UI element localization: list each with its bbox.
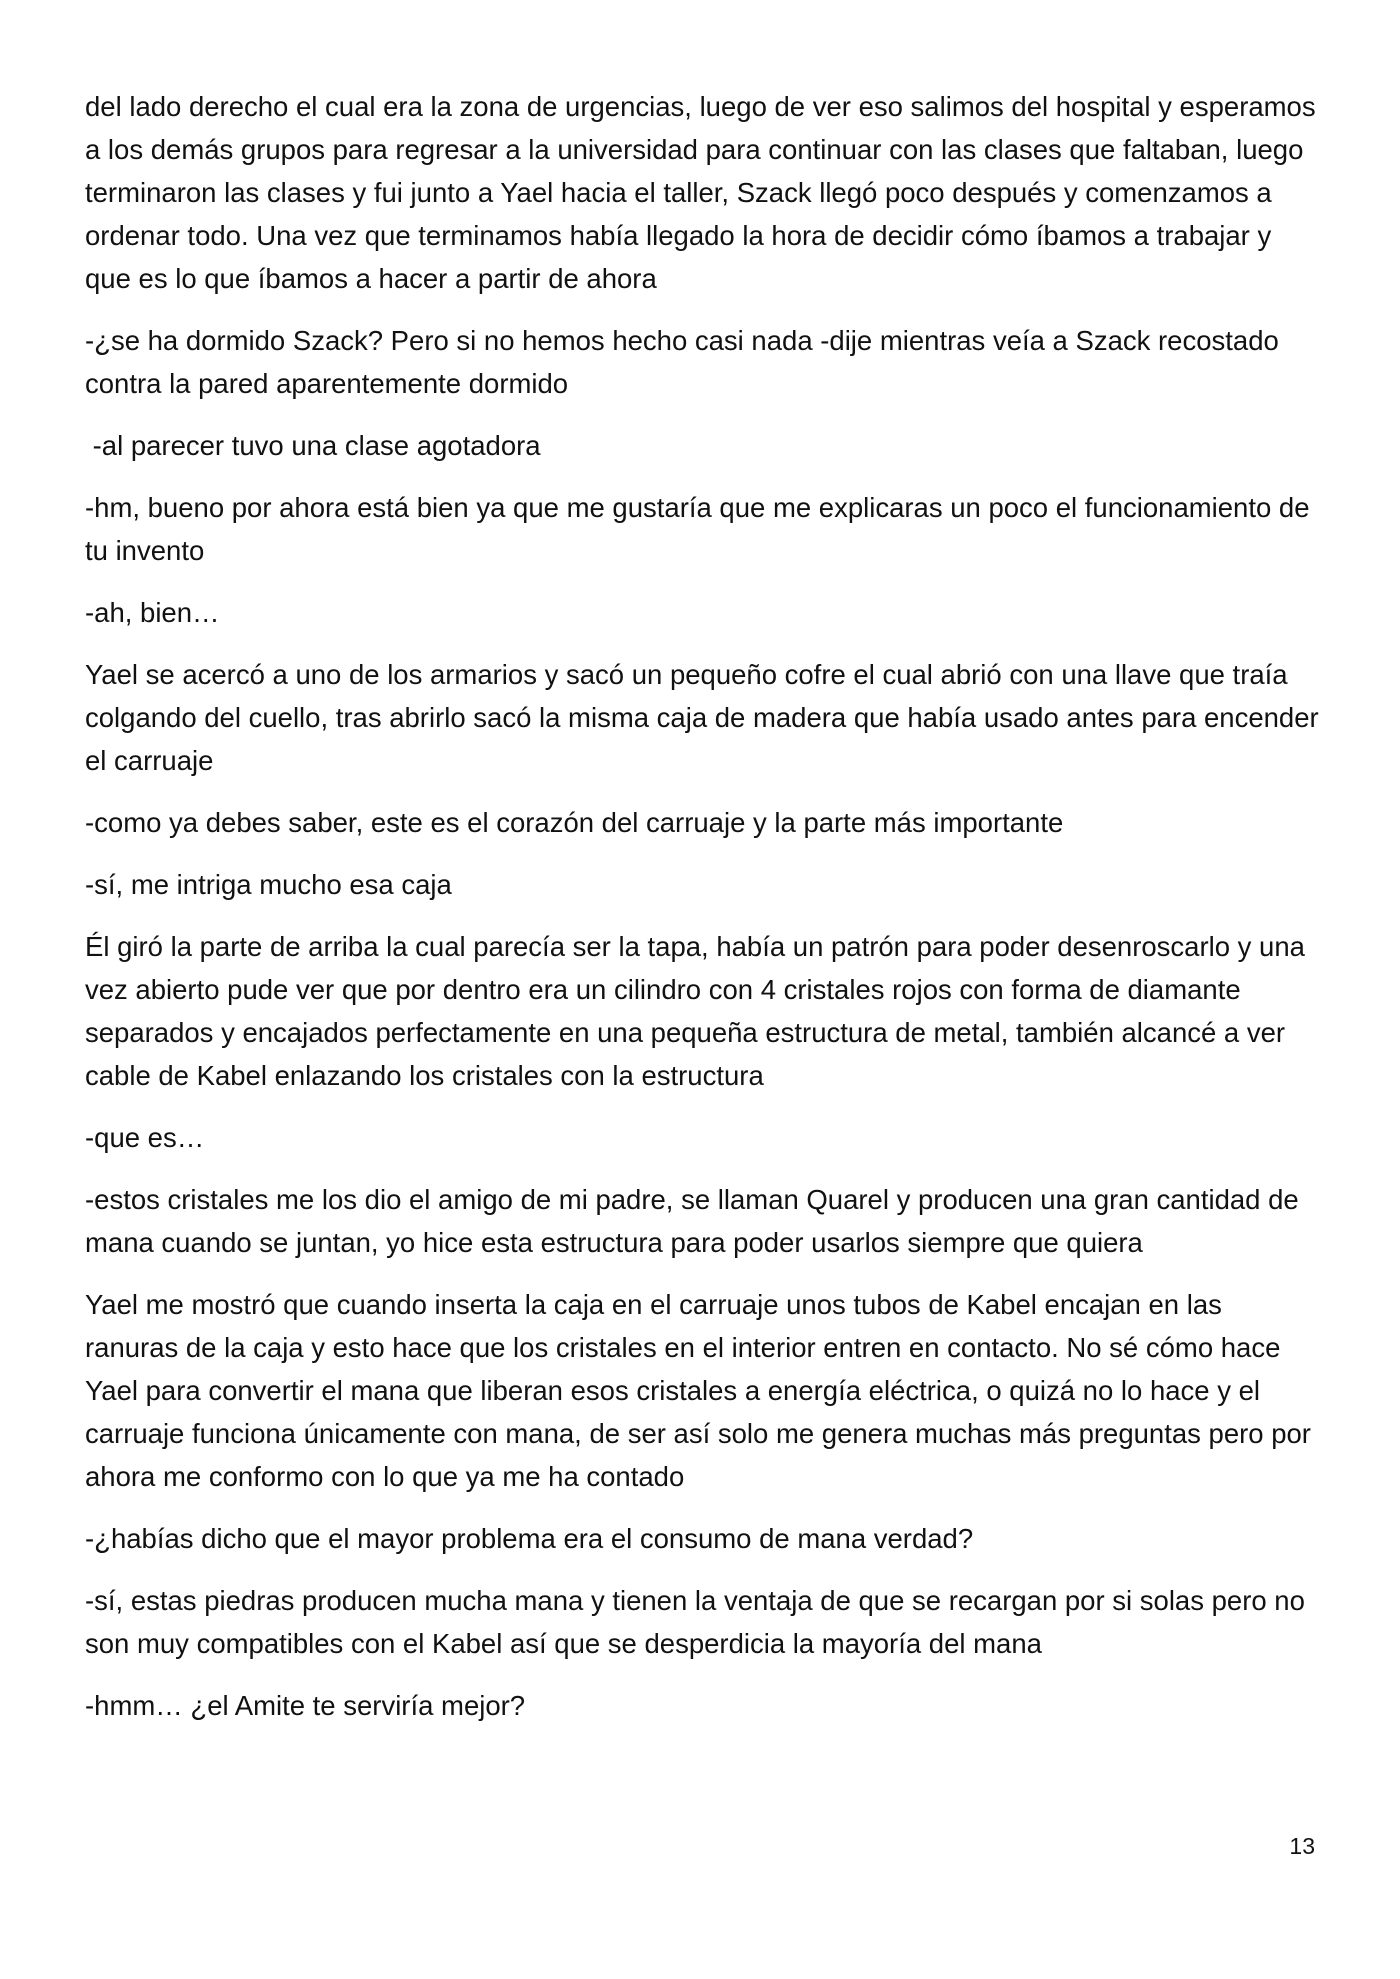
paragraph-dialogue-quarel: -estos cristales me los dio el amigo de mi padre, se llaman Quarel y producen una gran cantidad de mana cuando se juntan, yo hice esta estructura para poder usarlos siempre que quiera [85, 1184, 1307, 1258]
paragraph-dialogue-tiring-class: -al parecer tuvo una clase agotadora [85, 430, 541, 461]
paragraph-narration-hospital: del lado derecho el cual era la zona de urgencias, luego de ver eso salimos del hospital y esperamos a los demás grupos para regresar a la universidad para continuar con las clases que faltaban, luego terminaron las clases y fui junto a Yael hacia el taller, Szack llegó poco después y comenzamos a ordenar todo. Una vez que terminamos había llegado la hora de decidir cómo íbamos a trabajar y que es lo que íbamos a hacer a partir de ahora [85, 91, 1324, 294]
paragraph-dialogue-que-es: -que es… [85, 1122, 205, 1153]
paragraph-dialogue-stones-recharge: -sí, estas piedras producen mucha mana y tienen la ventaja de que se recargan por si solas pero no son muy compatibles con el Kabel así que se desperdicia la mayoría del mana [85, 1585, 1313, 1659]
paragraph-narration-crystals: Él giró la parte de arriba la cual parecía ser la tapa, había un patrón para poder desenroscarlo y una vez abierto pude ver que por dentro era un cilindro con 4 cristales rojos con forma de diamante separados y encajados perfectamente en una pequeña estructura de metal, también alcancé a ver cable de Kabel enlazando los cristales con la estructura [85, 931, 1313, 1091]
paragraph-narration-chest: Yael se acercó a uno de los armarios y sacó un pequeño cofre el cual abrió con una llave que traía colgando del cuello, tras abrirlo sacó la misma caja de madera que había usado antes para encender el carruaje [85, 659, 1327, 776]
paragraph-dialogue-explain-invention: -hm, bueno por ahora está bien ya que me gustaría que me explicaras un poco el funcionamiento de tu invento [85, 492, 1318, 566]
paragraph-dialogue-amite: -hmm… ¿el Amite te serviría mejor? [85, 1690, 526, 1721]
page-number: 13 [1289, 1833, 1315, 1859]
paragraph-dialogue-ah-bien: -ah, bien… [85, 597, 220, 628]
paragraph-dialogue-szack-asleep: -¿se ha dormido Szack? Pero si no hemos hecho casi nada -dije mientras veía a Szack recostado contra la pared aparentemente dormido [85, 325, 1287, 399]
paragraph-narration-kabel-tubes: Yael me mostró que cuando inserta la caja en el carruaje unos tubos de Kabel encajan en las ranuras de la caja y esto hace que los cristales en el interior entren en contacto. No sé cómo hace Yael para convertir el mana que liberan esos cristales a energía eléctrica, o quizá no lo hace y el carruaje funciona únicamente con mana, de ser así solo me genera muchas más preguntas pero por ahora me conformo con lo que ya me ha contado [85, 1289, 1319, 1492]
paragraph-dialogue-intrigued: -sí, me intriga mucho esa caja [85, 869, 452, 900]
document-body [85, 85, 1327, 1746]
paragraph-dialogue-heart-of-carriage: -como ya debes saber, este es el corazón del carruaje y la parte más importante [85, 807, 1064, 838]
paragraph-dialogue-mana-consumption: -¿habías dicho que el mayor problema era el consumo de mana verdad? [85, 1523, 974, 1554]
